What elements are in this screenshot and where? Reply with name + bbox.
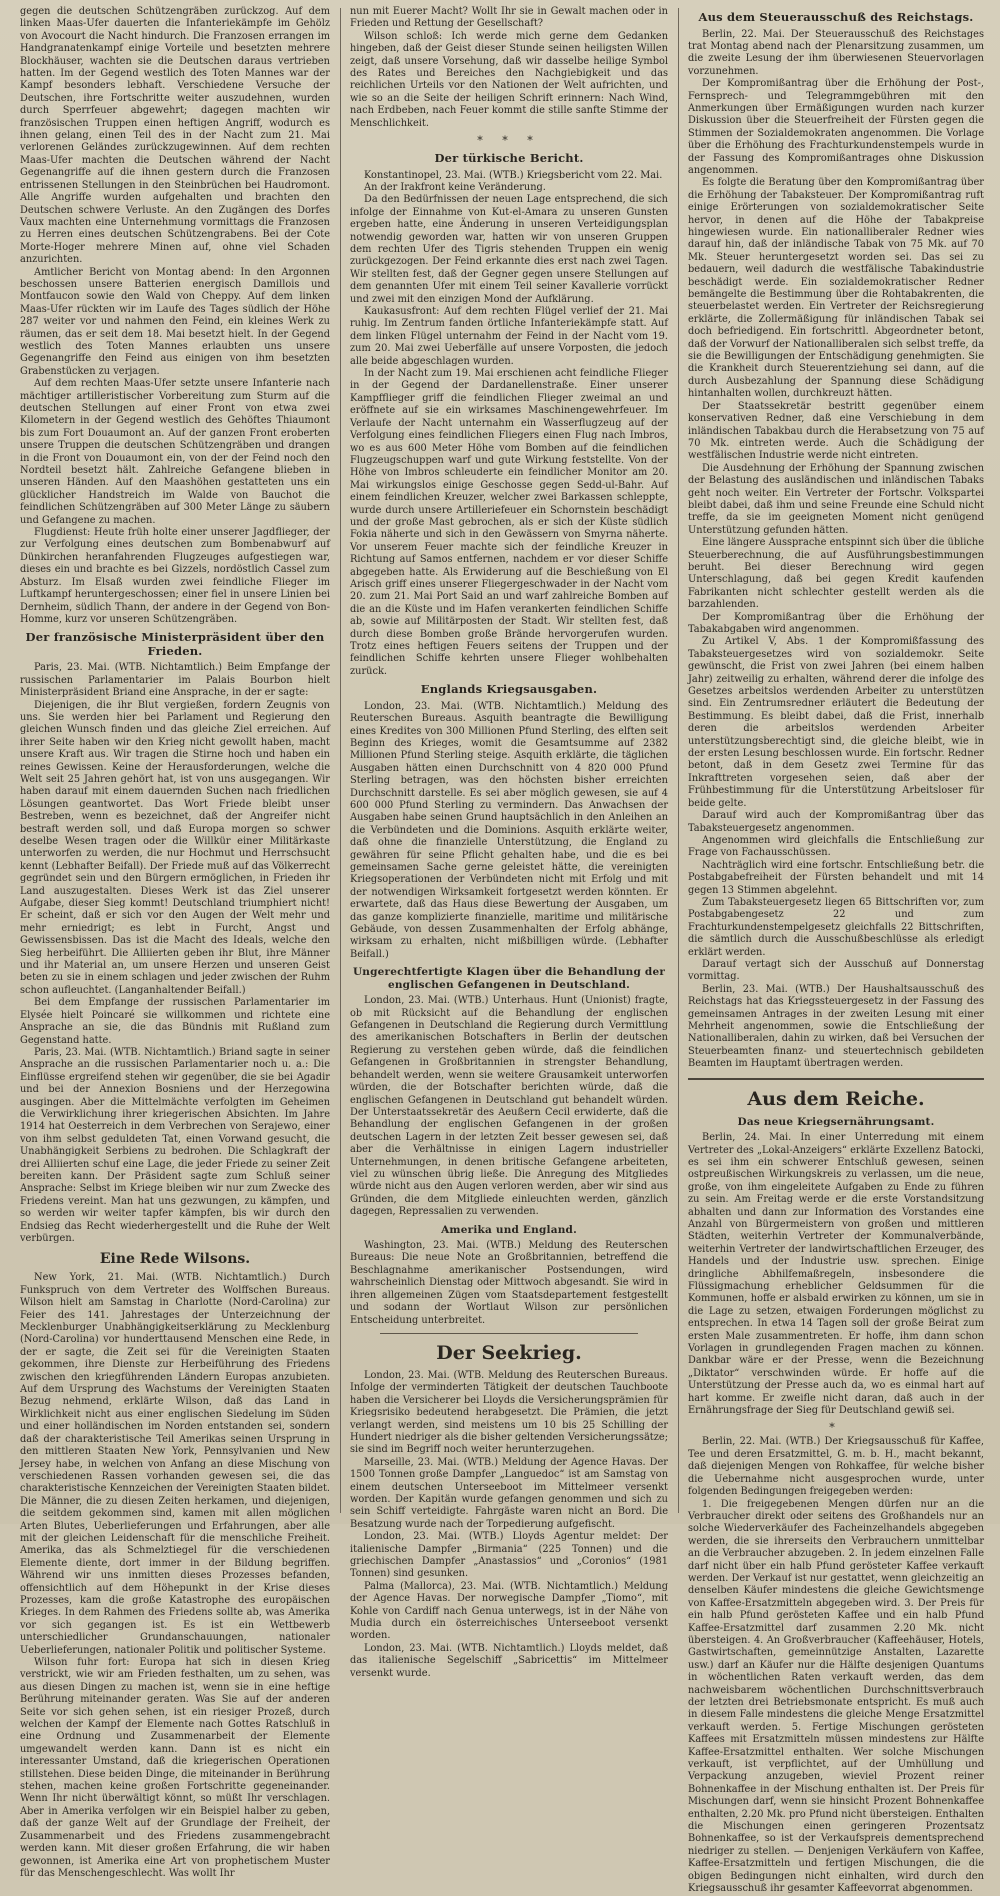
article-headline: Amerika und England.: [441, 1223, 577, 1236]
article-paragraph: Diejenigen, die ihr Blut vergießen, fordern Zeugnis von uns. Sie werden hier bei Parlament und Regierung den gleichen Wunsch finden und das gleiche Ziel erreichen. Auf ihrer Seite haben wir den Krieg nicht gewollt haben, macht unsere Kraft aus. Wir tragen die Stirne hoch und haben ein reines Gewissen. Keine der Herausforderungen, welche die Welt seit 25 Jahren gehört hat, ist von uns ausgegangen. Wir haben darauf mit einem dauernden Suchen nach friedlichen Lösungen geantwortet. Das Wort Friede bleibt unser Bestreben, wenn es bezeichnet, daß der Angreifer nicht bestraft werden soll, und daß Europa morgen so schwer deselbe Wesen tragen oder die Willkür einer Militärkaste unterworfen zu werden, die nur Hochmut und Herrschsucht kennt (Lebhafter Beifall). Der Friede muß auf das Völkerrecht gegründet sein und den Bürgern ermöglichen, in Frieden ihr Land auszugestalten. Dieses Werk ist das Ziel unserer Aufgabe, dieser Sieg kommt! Deutschland triumphiert nicht! Er scheint, daß er sich vor den Augen der Welt mehr und mehr erniedrigt; es lebt in Furcht, Angst und Gewissensbissen. Das ist die Macht des Ideals, welche den Sieg herbeiführt. Die Alliierten geben ihr Blut, ihre Männer und ihr Material an, um unsere Herzen und unseren Geist beten zu sie in einem schlagen und jeder zwischen der Ruhm schon aufleuchtet. (Langanhaltender Beifall.): [20, 699, 330, 996]
article-paragraph: London, 23. Mai. (WTB.) Lloyds Agentur meldet: Der italienische Dampfer „Birmania“ (225 Tonnen) und die griechischen Dampfer „Anastassios“ und „Coronios“ (1981 Tonnen) sind gesunken.: [350, 1531, 668, 1580]
article-headline: Das neue Kriegsernährungsamt.: [737, 1115, 935, 1128]
article-paragraph: An der Irakfront keine Veränderung.: [364, 181, 546, 193]
article-paragraph: London, 23. Mai. (WTB. Nichtamtlich.) Lloyds meldet, daß das italienische Segelschiff „Sabricettis“ im Mittelmeer versenkt wurde.: [350, 1642, 668, 1679]
article-paragraph: London, 23. Mai. (WTB.) Unterhaus. Hunt (Unionist) fragte, ob mit Rücksicht auf die Behandlung der englischen Gefangenen in Deutschland die Regierung durch Vermittlung des amerikanischen Botschafters in Berlin der deutschen Regierung zu verstehen geben würde, daß die feindlichen Gefangenen in Großbritannien in strengster Behandlung, behandelt werden, wenn sie weitere Grausamkeit unterworfen würden, die der Botschafter berichten würde, daß die englischen Gefangenen in Deutschland gut behandelt würden. Der Unterstaatssekretär des Aeußern Cecil erwiderte, daß die Behandlung der englischen Gefangenen in der großen deutschen Lagern in der letzten Zeit besser gewesen sei, daß aber die Verhältnisse in einigen Lagern industrieller Unternehmungen, in denen britische Gefangene arbeiteten, viel zu wünschen übrig ließe. Die Anregung des Mitgliedes würde nicht aus den Augen verloren werden, aber wir sind aus Gründen, die dem Mitgliede einleuchten werden, gänzlich dagegen, Repressalien zu verwenden.: [350, 995, 668, 1218]
article-paragraph: Palma (Mallorca), 23. Mai. (WTB. Nichtamtlich.) Meldung der Agence Havas. Der norwegische Dampfer „Tiomo“, mit Kohle von Cardiff nach Genua unterwegs, ist in der Nähe von Mudia durch ein österreichisches Unterseeboot versenkt worden.: [350, 1580, 668, 1642]
article-paragraph: London, 23. Mai. (WTB. Meldung des Reuterschen Bureaus. Infolge der verminderten Tätigkeit der deutschen Tauchboote haben die Versicherer bei Lloyds die Versicherungsprämien für Kriegsrisiko bedeutend herabgesetzt. Die Prämien, die jetzt verlangt werden, sind meistens um 10 bis 25 Schilling der Hundert niedriger als die bisher geltenden Versicherungssätze; sie sind im Begriff noch weiter herunterzugehen.: [350, 1369, 668, 1456]
article-paragraph: Marseille, 23. Mai. (WTB.) Meldung der Agence Havas. Der 1500 Tonnen große Dampfer „Languedoc“ ist am Samstag von einem deutschen Unterseeboot im Mittelmeer versenkt worden. Der Kapitän wurde gefangen genommen und sich zu sein Schiff verteidigte. Fahrgäste waren nicht an Bord. Die Besatzung wurde nach der Torpedierung aufgefischt.: [350, 1456, 668, 1530]
article-paragraph: Berlin, 24. Mai. In einer Unterredung mit einem Vertreter des „Lokal-Anzeigers“ erklärte Exzellenz Batocki, es sei ihm ein schwerer Entschluß gewesen, seinen ostpreußischen Wirkungskreis zu verlassen, um die neue, große, von ihm eingeleitete Aufgaben zu Ende zu führen zu sein. Am Freitag werde er die erste Vorstandsitzung abhalten und dann zur Information des Vorstandes eine Anzahl von Bürgermeistern von großen und mittleren Städten, weiterhin Vertreter der Kommunalverbände, weiterhin Vertreter der landwirtschaftlichen Erzeuger, des Handels und der Industrie usw. sprechen. Einige dringliche Abhilfemaßregeln, insbesondere die Flüssigmachung erheblicher Geldsummen für die Kommunen, hoffe er alsbald erwirken zu können, um sie in die Lage zu setzen, etwaigen Forderungen möglichst zu entsprechen. In etwa 14 Tagen soll der große Beirat zum ersten Male zusammentreten. Er hoffe, ihm dann schon Vorlagen in grundlegenden Fragen machen zu können. Dankbar wäre er der Presse, wenn die Bezeichnung „Diktator“ verschwinden würde. Er hoffe auf die Unterstützung der Presse auch da, wo es einmal hart auf hart komme. Er zweifle nicht daran, daß auch in der Ernährungsfrage der Sieg für Deutschland gewiß sei.: [688, 1132, 984, 1417]
article-paragraph: 1. Die freigegebenen Mengen dürfen nur an die Verbraucher direkt oder seitens des Großhandels nur an solche Wiederverkäufer des Facheinzelhandels abgegeben werden, die sie ihrerseits den Verbrauchern unmittelbar an die Verbraucher abzugeben. 2. In jedem einzelnen Falle darf nicht über ein halb Pfund gerösteter Kaffee verkauft werden. Der Verkauf ist nur gestattet, wenn gleichzeitig an denselben Käufer mindestens die gleiche Gewichtsmenge von Kaffee-Ersatzmitteln abgegeben wird. 3. Der Preis für ein halb Pfund gerösteten Kaffee und ein halb Pfund Kaffee-Ersatzmittel darf zusammen 2.20 Mk. nicht übersteigen. 4. An Großverbraucher (Kaffeehäuser, Hotels, Gastwirtschaften, gemeinnützige Anstalten, Lazarette usw.) darf an Käufer nur die Hälfte desjenigen Quantums in wöchentlichen Raten verkauft werden, das dem nachweisbarem wöchentlichen Durchschnittsverbrauch der letzten drei Betriebsmonate entspricht. Es muß auch in diesem Falle mindestens die gleiche Menge Ersatzmittel verkauft werden. 5. Fertige Mischungen gerösteten Kaffees mit Ersatzmitteln müssen mindestens zur Hälfte Kaffee-Ersatzmittel enthalten. Wer solche Mischungen verkauft, ist verpflichtet, auf der Umhüllung und Verpackung anzugeben, wieviel Prozent reiner Bohnenkaffee in der Mischung enthalten ist. Der Preis für Mischungen darf, wenn sie hinsicht Prozent Bohnenkaffee enthalten, 2.20 Mk. pro Pfund nicht übersteigen. Enthalten die Mischungen einen geringeren Prozentsatz Bohnenkaffee, so ist der Verkaufspreis dementsprechend niedriger zu stellen. — Denjenigen Verkäufern von Kaffee, Kaffee-Ersatzmitteln und fertigen Mischungen, die die obigen Bedingungen nicht einhalten, wird durch den Kriegsausschuß ihr gesamter Kaffeevorrat abgenommen.: [688, 1498, 984, 1895]
article-paragraph: Zum Tabaksteuergesetz liegen 65 Bittschriften vor, zum Postabgabengesetz 22 und zum Frachturkundenstempelgesetz gleichfalls 22 Bittschriften, die sämtlich durch die Ausschußbeschlüsse als erledigt erklärt werden.: [688, 896, 984, 958]
article-paragraph: gegen die deutschen Schützengräben zurückzog. Auf dem linken Maas-Ufer dauerten die Infanteriekämpfe im Gehölz von Avocourt die Nacht hindurch. Die Franzosen errangen im Handgranatenkampf einige Vorteile und besetzten mehrere Blockhäuser, wachten sie die Deutschen daraus vertrieben hatten. Im der Gegend westlich des Toten Mannes war der Kampf besonders lebhaft. Verschiedene Versuche der Deutschen, ihre Fortschritte weiter auszudehnen, wurden durch Sperrfeuer abgewehrt; dagegen machten wir französischen Truppen einen heftigen Angriff, wodurch es ihnen gelang, einen Teil des in der Nacht zum 21. Mai verlorenen Geländes zurückzugewinnen. Auf dem rechten Maas-Ufer machten die Deutschen während der Nacht Gegenangriffe auf die ihnen gestern durch die Franzosen entrissenen Stellungen in den Steinbrüchen bei Haudromont. Alle Angriffe wurden aufgehalten und brachten den Deutschen schwere Verluste. An den Zugängen des Dorfes Vaux machten eine Unternehmung vormittags die Franzosen zu Herren eines deutschen Schützengrabens. Bei der Cote Morte-Hoger mehrere Minen auf, ohne viel Schaden anzurichten.: [20, 6, 330, 266]
article-paragraph: Eine längere Aussprache entspinnt sich über die übliche Steuerberechnung, die auf Ausführungsbestimmungen beruht. Bei dieser Berechnung wird gegen Unterschlagung, daß bei gegen Kredit kaufenden Fabrikanten nicht schlechter gestellt werden als die barzahlenden.: [688, 537, 984, 611]
article-paragraph: Amtlicher Bericht von Montag abend: In den Argonnen beschossen unsere Batterien energisch Damillois und Montfaucon sowie den Wald von Cheppy. Auf dem linken Maas-Ufer rückten wir im Laufe des Tages südlich der Höhe 287 weiter vor und nahmen den Feind, ein kleines Werk zu räumen, das er seit dem 18. Mai besetzt hielt. In der Gegend westlich des Toten Mannes erlaubten uns unsere Gegenangriffe den Feind aus einigen von ihm besetzten Grabenstücken zu verjagen.: [20, 266, 330, 377]
article-paragraph: In der Nacht zum 19. Mai erschienen acht feindliche Flieger in der Gegend der Dardanellenstraße. Einer unserer Kampfflieger griff die feindlichen Flieger zweimal an und eröffnete auf sie ein wirksames Maschinengewehrfeuer. Im Verlaufe der Nacht unternahm ein Wasserflugzeug auf der Verfolgung eines feindlichen Fliegers einen Flug nach Imbros, wo es aus 600 Meter Höhe vom Bomben auf die feindlichen Flugzeugschuppen warf und gute Wirkung feststellte. Von der Höhe von Imbros schleuderte ein feindlicher Monitor am 20. Mai wirkungslos einige Geschosse gegen Sedd-ul-Bahr. Auf einem feindlichen Kreuzer, welcher zwei Barkassen schleppte, wurde durch unsere Artilleriefeuer ein Schornstein beschädigt und der große Mast gebrochen, als er sich der Küste südlich Fokia näherte und sich in den Gewässern von Smyrna näherte. Vor unserem Feuer machte sich der feindliche Kreuzer in Richtung auf Samos entfernen, nachdem er vor dieser Schiffe abgegeben hatte. Als Erwiderung auf die Beschießung von El Arisch griff eines unserer Fliegergeschwader in der Nacht vom 20. zum 21. Mai Port Said an und warf zahlreiche Bomben auf die an die Küste und im Hafen verankerten feindlichen Schiffe ab, sowie auf Militärposten der Stadt. Wir stellten fest, daß durch diese Bomben große Brände hervorgerufen wurden. Trotz eines heftigen Feuers seitens der Truppen und der feindlichen Schiffe kehrten unsere Flieger wohlbehalten zurück.: [350, 368, 668, 677]
article-paragraph: Berlin, 23. Mai. (WTB.) Der Haushaltsausschuß des Reichstags hat das Kriegssteuergesetz in der Fassung des gemeinsamen Antrages in der zweiten Lesung mit einer Mehrheit angenommen, sowie die Entschließung der Nationalliberalen, dahin zu wirken, daß bei Versuchen der Steuerbeamten finanz- und steuertechnisch gebildeten Beamten im Hauptamt übertragen werden.: [688, 983, 984, 1070]
article-paragraph: Der Kompromißantrag über die Erhöhung der Tabakabgaben wird angenommen.: [688, 611, 984, 635]
article-paragraph: Angenommen wird gleichfalls die Entschließung zur Frage von Fachausschüssen.: [688, 834, 984, 859]
article-paragraph: Flugdienst: Heute früh holte einer unserer Jagdflieger, der zur Verfolgung eines deutschen zum Bombenabwurf auf Dünkirchen heranfahrenden Flugzeuges aufgestiegen war, dieses ein und brachte es bei Gizzels, nordöstlich Cassel zum Absturz. Im Elsaß wurden zwei feindliche Flieger im Luftkampf heruntergeschossen; einer fiel in unsere Linien bei Dernheim, südlich Thann, der andere in der Gegend von Bon-Homme, kurz vor unseren Schützengräben.: [20, 527, 330, 625]
article-paragraph: nun mit Euerer Macht? Wollt Ihr sie in Gewalt machen oder in Frieden und Rettung der Gesellschaft?: [350, 6, 668, 30]
column-middle: [350, 6, 668, 1679]
article-paragraph: Bei dem Empfange der russischen Parlamentarier im Elysée hielt Poincaré sie willkommen und richtete eine Ansprache an sie, die das Bündnis mit Rußland zum Gegenstand hatte.: [20, 997, 330, 1046]
section-headline: Aus dem Reiche.: [747, 1087, 925, 1110]
section-headline: Der Seekrieg.: [436, 1341, 582, 1364]
column-right: [688, 6, 984, 1895]
article-paragraph: Wilson fuhr fort: Europa hat sich in diesen Krieg verstrickt, wie wir am Frieden festhalten, um zu sehen, was aus diesen Dingen zu machen ist, wenn sie in eine heftige Berührung miteinander geraten. Was Sie auf der anderen Seite vor sich gehen sehen, ist ein riesiger Prozeß, durch welchen der Kampf der Elemente nach Gottes Ratschluß in eine Ordnung und Zusammenarbeit der Elemente umgewandelt werden kann. Dann ist es nicht ein interessanter Umstand, daß die kriegerischen Operationen stillstehen. Diese beiden Dinge, die miteinander in Berührung stehen, machen keine großen Fortschritte gegeneinander. Wenn Ihr nicht überwältigt könnt, so müßt Ihr verschlagen. Aber in Amerika verfolgen wir ein Beispiel halber zu geben, daß der ganze Welt auf der Grundlage der Freiheit, der Zusammenarbeit und des Friedens zusammengebracht werden kann. Mit dieser großen Erfahrung, die wir haben gewonnen, ist Amerika eine Art von prophetischem Muster für das Menschengeschlecht. Was wollt Ihr: [20, 1657, 330, 1879]
article-paragraph: Da den Bedürfnissen der neuen Lage entsprechend, die sich infolge der Einnahme von Kut-el-Amara zu unseren Gunsten ergeben hatte, eine Änderung in unseren Verteidigungsplan notwendig geworden war, hatten wir von unseren Gruppen dem rechten Ufer des Tigris stehenden Truppen ein wenig zurückgezogen. Der Feind erkannte dies erst nach zwei Tagen. Wir stellten fest, daß der Gegner gegen unsere Stellungen auf dem genannten Ufer mit einem Teil seiner Kavallerie vorrückt und zwei mit den einzigen Mond der Aufklärung.: [350, 194, 668, 305]
section-stars: * * *: [477, 134, 541, 148]
divider: [688, 1078, 984, 1080]
article-paragraph: Washington, 23. Mai. (WTB.) Meldung des Reuterschen Bureaus: Die neue Note an Großbritannien, betreffend die Beschlagnahme amerikanischer Postsendungen, wird wahrscheinlich Dienstag oder Mittwoch abgesandt. Sie wird in ihren allgemeinen Zügen vom Staatsdepartement festgestellt und sodann der Wortlaut Wilson zur persönlichen Entscheidung unterbreitet.: [350, 1240, 668, 1326]
article-headline: Ungerechtfertigte Klagen über die Behandlung der englischen Gefangenen in Deutschland.: [352, 966, 666, 991]
article-paragraph: New York, 21. Mai. (WTB. Nichtamtlich.) Durch Funkspruch von dem Vertreter des Wolffschen Bureaus. Wilson hielt am Samstag in Charlotte (Nord-Carolina) zur Feier des 141. Jahrestages der Unterzeichnung der Mecklenburger Unabhängigkeitserklärung zu Mecklenburg (Nord-Carolina) vor hunderttausend Menschen eine Rede, in der er sagte, die Zeit sei für die Vereinigten Staaten gekommen, ihre Dienste zur Herbeiführung des Friedens zwischen den kriegführenden Ländern Europas anzubieten. Auf dem Ursprung des Wachstums der Vereinigten Staaten Bezug nehmend, erklärte Wilson, daß das Land in Wirklichkeit nicht aus einer englischen Siedelung im Süden und einer holländischen im Norden entstanden sei, sondern daß der charakteristische Teil Amerikas seinen Ursprung in den mittleren Staaten New York, Pennsylvanien und New Jersey habe, in welchen von Anfang an diese Mischung von verschiedenen Rassen vorhanden gewesen sei, die das charakteristische Kennzeichen der Vereinigten Staaten bildet. Die Männer, die zu diesen Zeiten herkamen, und diejenigen, die seitdem gekommen sind, kamen mit allen möglichen Arten Blutes, Ueberlieferungen und Erfahrungen, aber alle mit der gleichen Leidenschaft für die menschliche Freiheit. Amerika, das als Schmelztiegel für die verschiedenen Elemente diente, dort immer in der Bildung begriffen. Während wir uns inmitten dieses Prozesses befanden, offensichtlich auf dem Höhepunkt in der Krise dieses Prozesses, kam die große Katastrophe des europäischen Krieges. In dem Rahmen des Friedens sollte ab, was Amerika vor sich gegangen ist. Es ist ein Wettbewerb unterschiedlicher Grundanschauungen, nationaler Ueberlieferungen, nationaler Politik und politischer Systeme.: [20, 1272, 330, 1656]
article-paragraph: Berlin, 22. Mai. (WTB.) Der Kriegsausschuß für Kaffee, Tee und deren Ersatzmittel, G. m. b. H., macht bekannt, daß diejenigen Mengen von Rohkaffee, für welche bisher die Uebernahme nicht ausgesprochen wurde, unter folgenden Bedingungen freigegeben werden:: [688, 1436, 984, 1498]
article-paragraph: Darauf wird auch der Kompromißantrag über das Tabaksteuergesetz angenommen.: [688, 810, 984, 834]
article-paragraph: Zu Artikel V, Abs. 1 der Kompromißfassung des Tabaksteuergesetzes wird von sozialdemokr. Seite gewünscht, die Frist von zwei Jahren (bei einem halben Jahr) zeitweilig zu erhalten, während derer die infolge des Gesetzes arbeitslos werdenden Arbeiter zu unterstützen sind. Ein Zentrumsredner erläutert die Bedeutung der Bestimmung. Es bleibt dabei, daß die Frist, innerhalb deren die arbeitslos werdenden Arbeiter unterstützungsberechtigt sind, die gleiche bleibt, wie in der ersten Lesung beschlossen wurde. Ein fortschr. Redner betont, daß in dem Gesetz zwei Termine für das Inkrafttreten vorgesehen seien, daß aber der Frühbestimmung für die Unterstützung Arbeitsloser für beide gelte.: [688, 636, 984, 809]
article-paragraph: Paris, 23. Mai. (WTB. Nichtamtlich.) Briand sagte in seiner Ansprache an die russischen Parlamentarier noch u. a.: Die Einflüsse ergreifend stehen wir gegenüber, die sie bei Agadir und bei der Annexion Bosniens und der Herzegowina ausgingen. Aber die Mittelmächte verfolgten im Geheimen die Verwirklichung ihrer kriegerischen Absichten. Im Jahre 1914 hat Oesterreich in dem Verbrechen von Serajewo, einer von ihm selbst geduldeten Tat, einen Vorwand gesucht, die Unabhängigkeit Serbiens zu bedrohen. Die Schlagkraft der drei Alliierten schuf eine Lage, die jeder Friede zu seiner Zeit bereiten kann. Der Präsident sagte zum Schluß seiner Ansprache: Selbst im Kriege bleiben wir nur zum Zwecke des Friedens vereint. Man hat uns gezwungen, zu kämpfen, und so werden wir weiter tapfer kämpfen, bis wir durch den Endsieg das Recht wiederhergestellt und die Ruhe der Welt verbürgen.: [20, 1046, 330, 1244]
column-rule: [678, 8, 679, 1513]
article-paragraph: Wilson schloß: Ich werde mich gerne dem Gedanken hingeben, daß der Geist dieser Stunde seinen heiligsten Willen zeigt, daß unsere Vorsehung, daß wir dasselbe heilige Symbol des Rates und Bereiches den Nachgiebigkeit und das reichlichen Urteils vor den Nationen der Welt aufrichten, und wie so an die Seite der heiligen Schrift erinnern: Nach Wind, nach Erdbeben, nach Feuer kommt die stille sanfte Stimme der Menschlichkeit.: [350, 30, 668, 129]
article-headline: Der französische Ministerpräsident über den Frieden.: [25, 630, 325, 658]
article-paragraph: Auf dem rechten Maas-Ufer setzte unsere Infanterie nach mächtiger artilleristischer Vorbereitung zum Sturm auf die deutschen Stellungen auf einer Front von etwa zwei Kilometern in der Gegend westlich des Gehöftes Thiaumont bis zum Fort Douaumont an. Auf der ganzen Front eroberten unsere Truppen die deutschen Schützengräben und drangen in die Front von Douaumont ein, von der der Feind noch den Nordteil besetzt hält. Zahlreiche Gefangene blieben in unseren Händen. Auf den Maashöhen gestatteten uns ein glücklicher Handstreich im Walde von Bauchot die feindlichen Schützengräben auf 300 Meter Länge zu säubern und Gefangene zu machen.: [20, 378, 330, 526]
article-headline: Englands Kriegsausgaben.: [420, 682, 598, 697]
divider: [380, 1333, 638, 1334]
article-paragraph: Paris, 23. Mai. (WTB. Nichtamtlich.) Beim Empfange der russischen Parlamentarier im Palais Bourbon hielt Ministerpräsident Briand eine Ansprache, in der er sagte:: [20, 662, 330, 699]
article-paragraph: Nachträglich wird eine fortschr. Entschließung betr. die Postabgabefreiheit der Fürsten behandelt und mit 14 gegen 13 Stimmen abgelehnt.: [688, 859, 984, 896]
article-paragraph: Berlin, 22. Mai. Der Steuerausschuß des Reichstages trat Montag abend nach der Plenarsitzung zusammen, um die zweite Lesung der ihm überwiesenen Steuervorlagen vorzunehmen.: [688, 28, 984, 77]
article-paragraph: Der Kompromißantrag über die Erhöhung der Post-, Fernsprech- und Telegrammgebühren mit den Anmerkungen über Ermäßigungen wurden nach kurzer Diskussion über die Steuerfreiheit der Fürsten gegen die Stimmen der Sozialdemokraten angenommen. Die Vorlage über die Erhöhung des Frachturkundenstempels wurde in der Fassung des Kompromißantrages ohne Diskussion angenommen.: [688, 78, 984, 176]
article-paragraph: Der Staatssekretär bestritt gegenüber einem konservativen Redner, daß eine Verschiebung in dem inländischen Tabakbau durch die Herabsetzung von 75 auf 70 Mk. eintreten werde. Auch die Schädigung der westfälischen Industrie werde nicht eintreten.: [688, 400, 984, 462]
column-rule: [340, 8, 341, 1513]
article-paragraph: Es folgte die Beratung über den Kompromißantrag über die Erhöhung der Tabaksteuer. Der Kompromißantrag ruft einige Erörterungen von sozialdemokratischer Seite hervor, in denen auf die Höhe der Tabakpreise hingewiesen wurde. Ein nationalliberaler Redner wies darauf hin, daß der inländische Tabak von 75 Mk. auf 70 Mk. Steuer heruntergesetzt worden sei. Das sei zu bedauern, weil dadurch die westfälische Tabakindustrie beschädigt werde. Ein sozialdemokratischer Redner bemängelte die Bestimmung über die Rohtabakrenten, die steuerbelastet werden. Ein Vertreter der Reichsregierung erklärte, die Zollermäßigung für inländischen Tabak sei doch befriedigend. Ein fortschrittl. Abgeordneter betont, daß der Vorwurf der Nationalliberalen sich selbst treffe, da sie die Bewilligungen der Entschädigung genehmigten. Sie die Krankheit durch Steuerentziehung sei dann, auf die durch Ausbezahlung der Spannung diese Schädigung hintanhalten wollen, durchkreuzt hätten.: [688, 177, 984, 400]
article-paragraph: Kaukasusfront: Auf dem rechten Flügel verlief der 21. Mai ruhig. Im Zentrum fanden örtliche Infanteriekämpfe statt. Auf dem linken Flügel unternahm der Feind in der Nacht vom 19. zum 20. Mai zwei Ueberfälle auf unsere Vorposten, die jedoch alle beide abgeschlagen wurden.: [350, 306, 668, 367]
article-headline: Der türkische Bericht.: [434, 151, 584, 166]
column-left: [20, 6, 330, 1879]
article-paragraph: London, 23. Mai. (WTB. Nichtamtlich.) Meldung des Reuterschen Bureaus. Asquith beantragte die Bewilligung eines Kredites von 300 Millionen Pfund Sterling, des elften seit Beginn des Krieges, womit die Gesamtsumme auf 2382 Millionen Pfund Sterling steige. Asquith erklärte, die täglichen Ausgaben hätten einen Durchschnitt von 4 820 000 Pfund Sterling betragen, was den höchsten bisher erreichten Durchschnitt darstelle. Es sei aber möglich gewesen, sie auf 4 600 000 Pfund Sterling zu vermindern. Das Anwachsen der Ausgaben habe seinen Grund hauptsächlich in den Anleihen an die Verbündeten und die Dominions. Asquith erklärte weiter, daß ohne die finanzielle Unterstützung, die England zu gewähren für seine Pflicht gehalten habe, und die es bei gemeinsamen Sache gerne geleistet hätte, die vereinigten Kriegsoperationen der Verbündeten nicht mit Erfolg und mit der notwendigen Wirksamkeit fortgesetzt werden könnten. Er erwartete, daß das Haus diese Bewertung der Ausgaben, um das ganze komplizierte finanzielle, maritime und militärische Gebäude, von dessen Zusammenhalten der Erfolg abhänge, wirksam zu erhalten, nicht mißbilligen würde. (Lebhafter Beifall.): [350, 700, 668, 960]
article-paragraph: Die Ausdehnung der Erhöhung der Spannung zwischen der Belastung des ausländischen und inländischen Tabaks geht noch weiter. Ein Vertreter der Fortschr. Volkspartei bleibt dabei, daß ihm und seine Freunde eine Schuld nicht treffe, da sie im geeigneten Moment nicht genügend Unterstützung gefunden hätten.: [688, 462, 984, 536]
section-stars: *: [829, 1421, 843, 1435]
article-paragraph: Konstantinopel, 23. Mai. (WTB.) Kriegsbericht vom 22. Mai.: [364, 169, 663, 181]
article-headline: Eine Rede Wilsons.: [99, 1251, 251, 1268]
article-paragraph: Darauf vertagt sich der Ausschuß auf Donnerstag vormittag.: [688, 958, 984, 983]
article-headline: Aus dem Steuerausschuß des Reichstags.: [698, 10, 974, 24]
